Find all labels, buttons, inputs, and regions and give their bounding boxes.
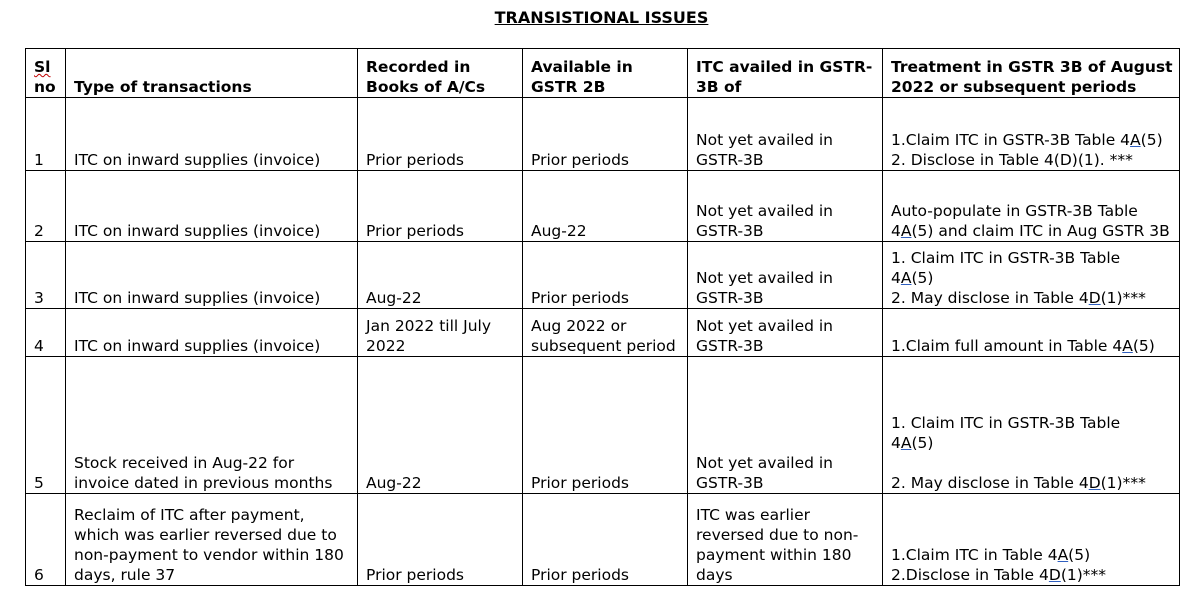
cell-itc-availed: [688, 171, 883, 242]
cell-line: Jan 2022 till July: [366, 317, 491, 335]
cell-treatment: [883, 309, 1180, 357]
underlined-letter: A: [900, 222, 912, 240]
cell-line: 1.Claim full amount in Table 4A(5): [891, 337, 1155, 355]
header-available: Available in GSTR 2B: [523, 49, 688, 98]
cell-line: Not yet availed in: [696, 202, 834, 220]
cell-line: 2. Disclose in Table 4(D)(1). ***: [891, 151, 1133, 169]
cell-line: [891, 453, 1173, 473]
cell-recorded: [358, 309, 523, 357]
cell-line: GSTR-3B: [696, 474, 764, 492]
cell-type: [66, 357, 358, 494]
cell-line: Prior periods: [531, 566, 629, 584]
cell-available: [523, 242, 688, 309]
cell-recorded: [358, 98, 523, 171]
cell-line: Prior periods: [531, 289, 629, 307]
cell-type: [66, 494, 358, 586]
cell-line: Reclaim of ITC after payment,: [74, 506, 305, 524]
cell-line: 1. Claim ITC in GSTR-3B Table: [891, 414, 1121, 432]
underlined-letter: D: [1088, 474, 1101, 492]
cell-sl-no: 3: [26, 242, 66, 309]
cell-available: [523, 357, 688, 494]
cell-line: Prior periods: [366, 222, 464, 240]
cell-line: Prior periods: [531, 151, 629, 169]
cell-line: 1. Claim ITC in GSTR-3B Table: [891, 249, 1121, 267]
cell-line: Not yet availed in: [696, 317, 834, 335]
cell-line: 4A(5): [891, 269, 934, 287]
header-sl-line1: Sl: [34, 58, 51, 76]
cell-itc-availed: [688, 242, 883, 309]
table-row: [26, 357, 1180, 494]
cell-line: Not yet availed in: [696, 454, 834, 472]
cell-recorded: [358, 357, 523, 494]
cell-sl-no: 1: [26, 98, 66, 171]
cell-available: [523, 171, 688, 242]
table-row: [26, 98, 1180, 171]
cell-line: 4A(5) and claim ITC in Aug GSTR 3B: [891, 222, 1170, 240]
cell-line: 2. May disclose in Table 4D(1)***: [891, 289, 1146, 307]
cell-line: Auto-populate in GSTR-3B Table: [891, 202, 1138, 220]
cell-recorded: [358, 171, 523, 242]
cell-available: [523, 494, 688, 586]
header-itc-availed: ITC availed in GSTR-3B of: [688, 49, 883, 98]
cell-line: ITC was earlier: [696, 506, 810, 524]
cell-line: GSTR-3B: [696, 289, 764, 307]
cell-line: reversed due to non-: [696, 526, 859, 544]
cell-line: Prior periods: [366, 151, 464, 169]
cell-available: [523, 309, 688, 357]
cell-line: non-payment to vendor within 180: [74, 546, 344, 564]
cell-type: [66, 171, 358, 242]
header-type: Type of transactions: [66, 49, 358, 98]
cell-treatment: [883, 357, 1180, 494]
cell-sl-no: 6: [26, 494, 66, 586]
cell-line: 2. May disclose in Table 4D(1)***: [891, 474, 1146, 492]
underlined-letter: A: [1122, 337, 1133, 355]
cell-sl-no: 4: [26, 309, 66, 357]
header-treatment: Treatment in GSTR 3B of August 2022 or subsequent periods: [883, 49, 1180, 98]
cell-available: [523, 98, 688, 171]
cell-line: Stock received in Aug-22 for: [74, 454, 295, 472]
cell-line: Prior periods: [531, 474, 629, 492]
cell-line: 1.Claim ITC in GSTR-3B Table 4A(5): [891, 131, 1163, 149]
cell-line: Aug-22: [531, 222, 587, 240]
cell-line: ITC on inward supplies (invoice): [74, 337, 321, 355]
cell-line: ITC on inward supplies (invoice): [74, 151, 321, 169]
cell-line: 2022: [366, 337, 406, 355]
cell-itc-availed: [688, 494, 883, 586]
cell-line: GSTR-3B: [696, 222, 764, 240]
cell-line: Prior periods: [366, 566, 464, 584]
cell-line: Not yet availed in: [696, 269, 834, 287]
cell-line: Aug-22: [366, 474, 422, 492]
cell-line: invoice dated in previous months: [74, 474, 333, 492]
cell-type: [66, 98, 358, 171]
cell-itc-availed: [688, 309, 883, 357]
cell-line: 4A(5): [891, 434, 934, 452]
cell-line: 1.Claim ITC in Table 4A(5): [891, 546, 1091, 564]
header-sl-no: [26, 49, 66, 98]
cell-recorded: [358, 494, 523, 586]
cell-line: payment within 180: [696, 546, 852, 564]
cell-type: [66, 242, 358, 309]
cell-line: days, rule 37: [74, 566, 176, 584]
cell-line: ITC on inward supplies (invoice): [74, 289, 321, 307]
cell-line: Aug-22: [366, 289, 422, 307]
cell-sl-no: 5: [26, 357, 66, 494]
cell-sl-no: 2: [26, 171, 66, 242]
cell-treatment: [883, 171, 1180, 242]
cell-itc-availed: [688, 357, 883, 494]
cell-line: ITC on inward supplies (invoice): [74, 222, 321, 240]
underlined-letter: A: [900, 269, 912, 287]
table-row: [26, 242, 1180, 309]
underlined-letter: A: [900, 434, 912, 452]
header-sl-line2: no: [34, 78, 56, 96]
table-row: [26, 171, 1180, 242]
underlined-letter: A: [1057, 546, 1069, 564]
table-header-row: [26, 49, 1180, 98]
cell-treatment: [883, 242, 1180, 309]
cell-line: GSTR-3B: [696, 337, 764, 355]
cell-line: GSTR-3B: [696, 151, 764, 169]
header-recorded: Recorded in Books of A/Cs: [358, 49, 523, 98]
cell-line: which was earlier reversed due to: [74, 526, 337, 544]
cell-line: 2.Disclose in Table 4D(1)***: [891, 566, 1107, 584]
transitional-issues-table: [25, 48, 1180, 586]
cell-line: Aug 2022 or: [531, 317, 627, 335]
underlined-letter: D: [1048, 566, 1061, 584]
underlined-letter: D: [1088, 289, 1101, 307]
cell-treatment: [883, 494, 1180, 586]
cell-line: Not yet availed in: [696, 131, 834, 149]
table-row: [26, 309, 1180, 357]
cell-itc-availed: [688, 98, 883, 171]
cell-line: days: [696, 566, 733, 584]
table-row: [26, 494, 1180, 586]
cell-line: subsequent period: [531, 337, 676, 355]
page-title: TRANSISTIONAL ISSUES: [494, 8, 709, 27]
underlined-letter: A: [1130, 131, 1141, 149]
cell-treatment: [883, 98, 1180, 171]
cell-type: [66, 309, 358, 357]
cell-recorded: [358, 242, 523, 309]
